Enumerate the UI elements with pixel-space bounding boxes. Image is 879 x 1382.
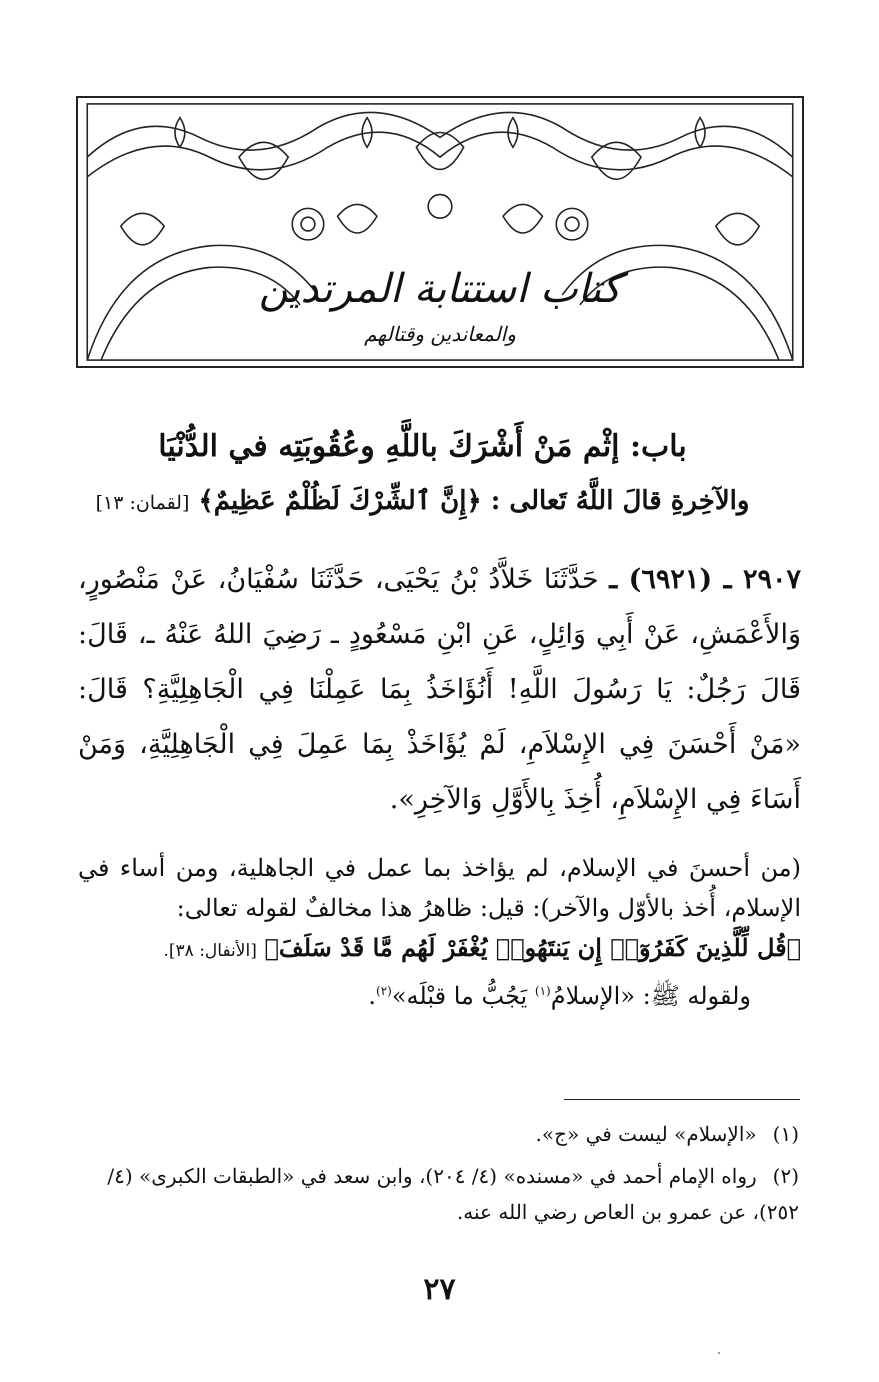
footnotes: [80, 1116, 799, 1236]
chapter-verse: ﴿إِنَّ ٱلشِّرْكَ لَظُلْمٌ عَظِيمٌ﴾: [198, 486, 482, 516]
ornamental-header-frame: [76, 96, 804, 368]
hadith-number: ٢٩٠٧ ـ (٦٩٢١) ـ: [609, 564, 801, 595]
commentary-paragraph-2: [78, 971, 801, 1016]
bab-label: باب:: [629, 429, 687, 464]
hadith-block: [78, 552, 801, 827]
commentary-text-2a: ولقوله ﷺ: «الإسلامُ: [550, 982, 751, 1010]
chapter-heading: [76, 420, 769, 530]
hadith-text: حَدَّثَنَا خَلاَّدُ بْنُ يَحْيَى، حَدَّثَنَا سُفْيَانُ، عَنْ مَنْصُورٍ، وَالأَعْمَشِ، عَنْ أَبِي وَائِلٍ، عَنِ ابْنِ مَسْعُودٍ ـ رَضِيَ اللهُ عَنْهُ ـ، قَالَ: قَالَ رَجُلٌ: يَا رَسُولَ اللَّهِ! أَنُؤَاخَذُ بِمَا عَمِلْنَا فِي الْجَاهِلِيَّةِ؟ قَالَ: «مَنْ أَحْسَنَ فِي الإِسْلاَمِ، لَمْ يُؤَاخَذْ بِمَا عَمِلَ فِي الْجَاهِلِيَّةِ، وَمَنْ أَسَاءَ فِي الإِسْلاَمِ، أُخِذَ بِالأَوَّلِ وَالآخِرِ».: [78, 564, 801, 815]
commentary-text-2c: .: [368, 982, 377, 1010]
commentary-verse-ref: [الأنفال: ٣٨].: [163, 941, 257, 961]
book-title: كتاب استتابة المرتدين: [258, 266, 622, 312]
footnote-2: [80, 1158, 799, 1230]
footnote-separator: [564, 1099, 800, 1100]
footnote-text: رواه الإمام أحمد في «مسنده» (٤/ ٢٠٤)، وابن سعد في «الطبقات الكبرى» (٤/ ٢٥٢)، عن عمرو بن العاص رضي الله عنه.: [107, 1164, 799, 1224]
page-number: ٢٧: [423, 1272, 456, 1307]
footnote-number: (٢): [772, 1164, 799, 1188]
chapter-verse-ref: [لقمان: ١٣]: [95, 492, 190, 514]
chapter-title-line2-text: والآخِرةِ قالَ اللَّهُ تَعالى :: [490, 486, 750, 516]
commentary-verse-line: [78, 928, 801, 971]
footnote-1: [80, 1116, 799, 1152]
scan-speck: [718, 1352, 720, 1354]
chapter-title-line1: [76, 420, 769, 474]
commentary-block: [78, 848, 801, 1016]
footnote-text: «الإسلام» ليست في «ج».: [535, 1122, 757, 1146]
footnote-marker-2[interactable]: (٢): [376, 984, 392, 998]
footnote-number: (١): [772, 1122, 799, 1146]
commentary-verse: ﴿قُل لِّلَّذِينَ كَفَرُوٓا۟ إِن يَنتَهُوا۟ يُغْفَرْ لَهُم مَّا قَدْ سَلَفَ﴾: [264, 933, 801, 962]
book-subtitle: والمعاندين وقتالهم: [364, 322, 516, 346]
commentary-text-1: (من أحسنَ في الإسلام، لم يؤاخذ بما عمل في الجاهلية، ومن أساء في الإسلام، أُخذ بالأوّل والآخر): قيل: ظاهرُ هذا مخالفٌ لقوله تعالى:: [78, 854, 801, 922]
chapter-title-text: إثْم مَنْ أَشْرَكَ باللَّهِ وعُقُوبَتِه في الدُّنْيَا: [158, 429, 620, 464]
commentary-text-2b: يَجُبُّ ما قبْلَه»: [391, 982, 528, 1010]
footnote-marker-1[interactable]: (١): [534, 984, 551, 998]
commentary-paragraph-1: [78, 848, 801, 928]
chapter-title-line2: [76, 474, 769, 530]
